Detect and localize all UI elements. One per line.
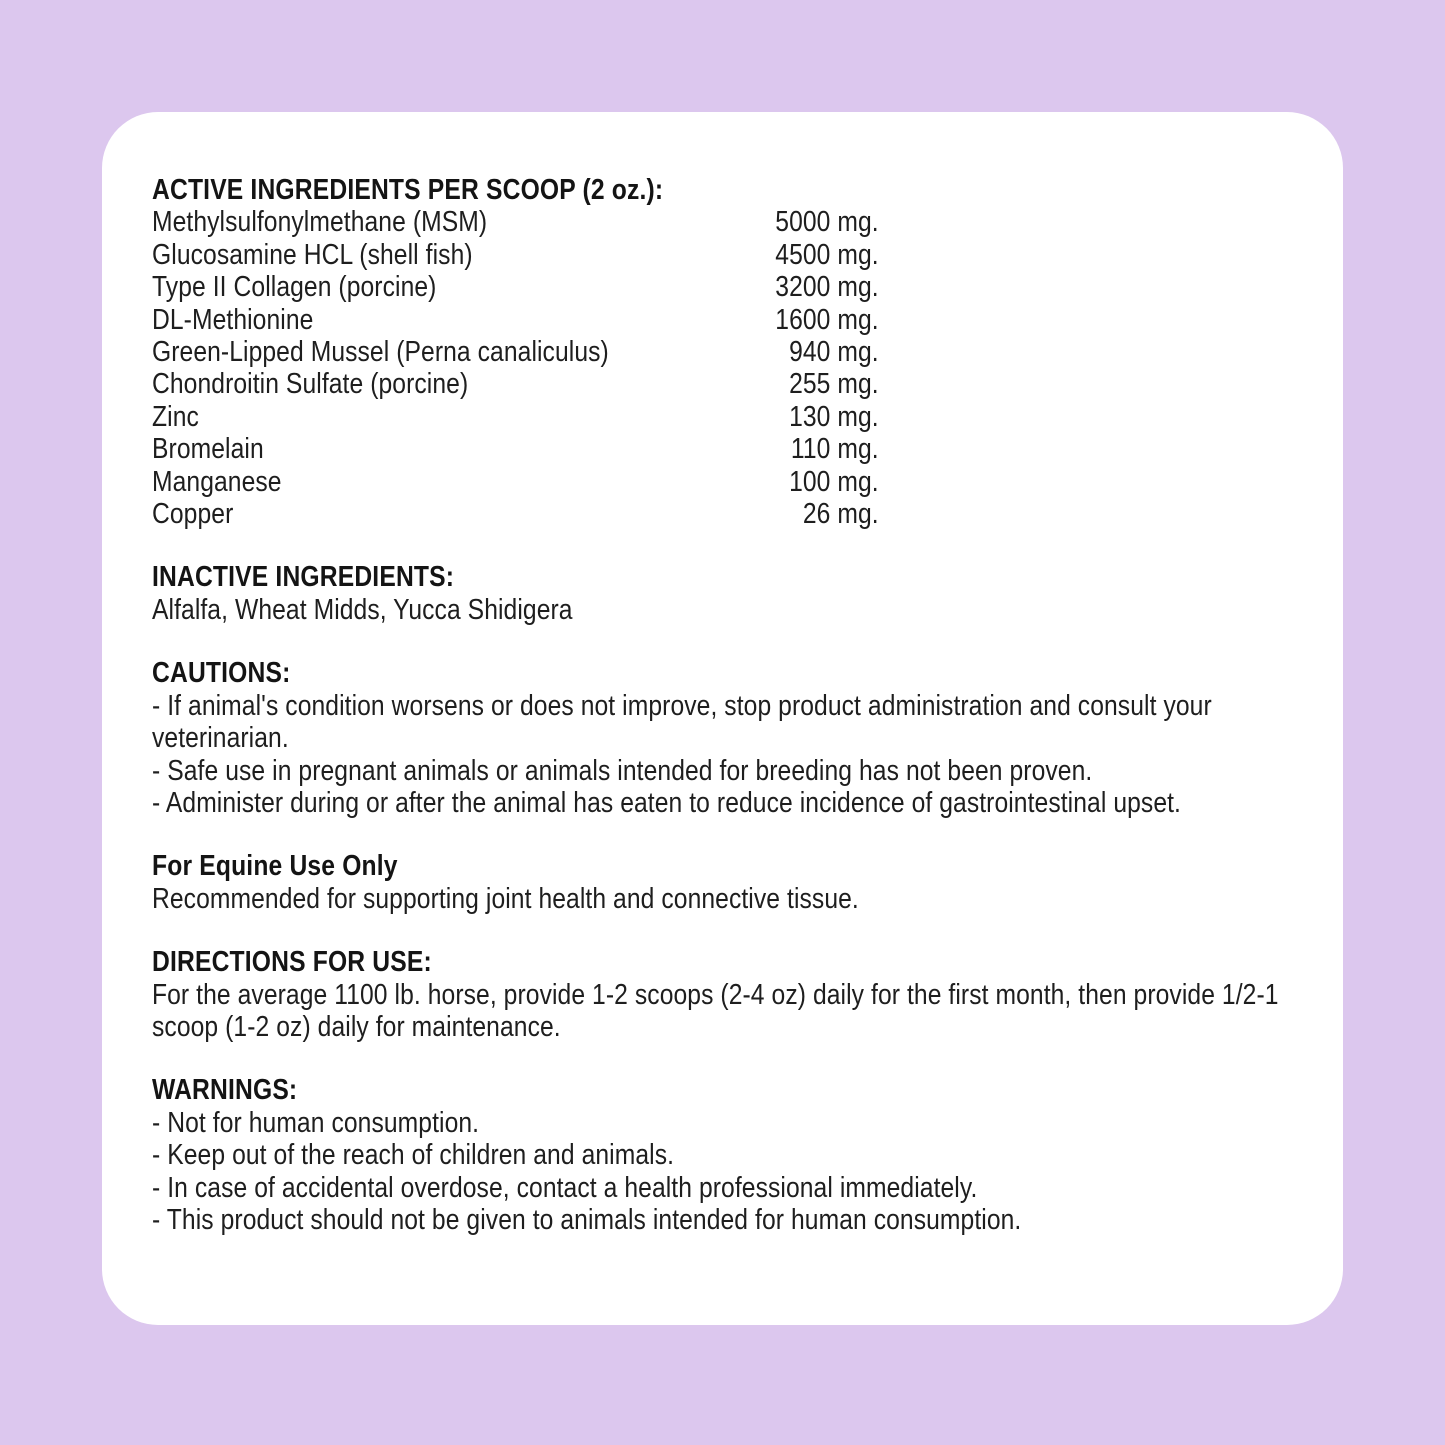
table-row [152, 466, 879, 498]
table-row [152, 206, 879, 238]
table-row [152, 401, 879, 433]
ingredient-amount: 26 mg. [802, 498, 879, 531]
label-card [102, 112, 1343, 1325]
active-ingredients-heading: ACTIVE INGREDIENTS PER SCOOP (2 oz.): [152, 174, 664, 206]
ingredient-amount: 110 mg. [790, 433, 879, 466]
ingredient-amount: 4500 mg. [775, 238, 879, 271]
caution-item: - If animal's condition worsens or does not improve, stop product administration and consult your veterinarian. [152, 689, 1212, 755]
table-row [152, 239, 879, 271]
ingredient-amount: 5000 mg. [775, 206, 879, 239]
directions-text: For the average 1100 lb. horse, provide 1-2 scoops (2-4 oz) daily for the first month, then provide 1/2-1 scoop (1-2 oz) daily for maintenance. [152, 978, 1279, 1043]
inactive-ingredients-heading: INACTIVE INGREDIENTS: [152, 561, 455, 594]
cautions-heading: CAUTIONS: [152, 657, 291, 690]
ingredient-name: Zinc [152, 400, 199, 433]
ingredients-table [152, 206, 879, 530]
equine-use-text: Recommended for supporting joint health and connective tissue. [152, 882, 859, 915]
table-row [152, 433, 879, 465]
table-row [152, 271, 879, 303]
equine-use-section [152, 850, 1312, 915]
caution-item: - Safe use in pregnant animals or animals intended for breeding has not been proven. [152, 754, 1093, 787]
ingredient-name: DL-Methionine [152, 303, 314, 336]
inactive-ingredients-section [152, 561, 1312, 626]
ingredient-name: Copper [152, 498, 234, 531]
ingredient-name: Methylsulfonylmethane (MSM) [152, 206, 488, 239]
ingredient-name: Chondroitin Sulfate (porcine) [152, 368, 469, 401]
cautions-section [152, 657, 1312, 819]
ingredient-name: Manganese [152, 465, 282, 498]
ingredient-amount: 940 mg. [789, 336, 879, 369]
ingredient-name: Glucosamine HCL (shell fish) [152, 238, 473, 271]
ingredient-amount: 130 mg. [789, 400, 879, 433]
warnings-section [152, 1074, 1312, 1236]
warning-item: - This product should not be given to animals intended for human consumption. [152, 1203, 1022, 1236]
warning-item: - Keep out of the reach of children and animals. [152, 1139, 675, 1172]
table-row [152, 336, 879, 368]
table-row [152, 368, 879, 400]
ingredient-name: Bromelain [152, 433, 264, 466]
warning-item: - Not for human consumption. [152, 1106, 480, 1139]
active-ingredients-section [152, 174, 1312, 530]
ingredient-name: Type II Collagen (porcine) [152, 271, 437, 304]
ingredient-amount: 1600 mg. [775, 303, 879, 336]
ingredient-name: Green-Lipped Mussel (Perna canaliculus) [152, 336, 609, 369]
directions-section [152, 946, 1312, 1043]
ingredient-amount: 3200 mg. [775, 271, 879, 304]
warnings-heading: WARNINGS: [152, 1074, 298, 1107]
caution-item: - Administer during or after the animal has eaten to reduce incidence of gastrointestinal upset. [152, 786, 1181, 819]
label-content [152, 174, 1312, 1236]
warning-item: - In case of accidental overdose, contact a health professional immediately. [152, 1171, 978, 1204]
table-row [152, 304, 879, 336]
ingredient-amount: 255 mg. [789, 368, 879, 401]
ingredient-amount: 100 mg. [789, 465, 879, 498]
directions-heading: DIRECTIONS FOR USE: [152, 946, 432, 979]
inactive-ingredients-text: Alfalfa, Wheat Midds, Yucca Shidigera [152, 593, 573, 626]
equine-use-heading: For Equine Use Only [152, 850, 398, 883]
table-row [152, 498, 879, 530]
